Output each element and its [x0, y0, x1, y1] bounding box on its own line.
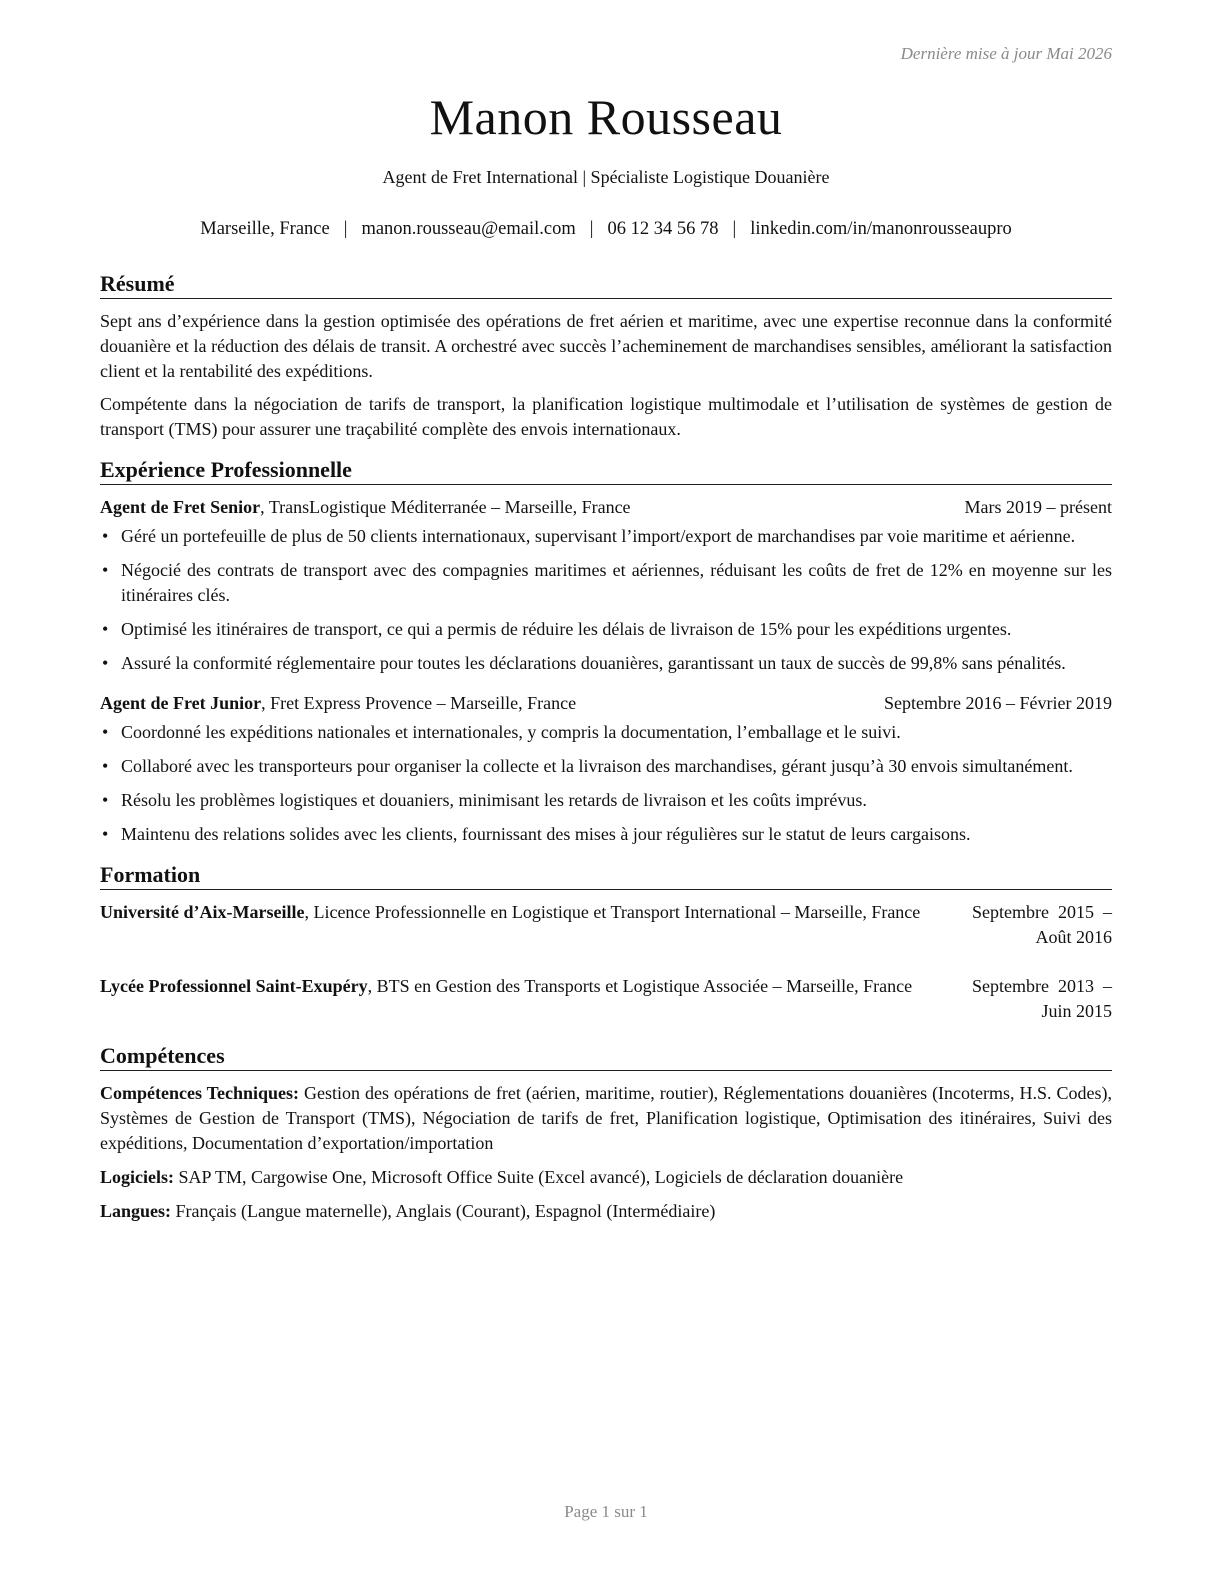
- contact-phone: 06 12 34 56 78: [607, 219, 719, 239]
- job-role: Agent de Fret Senior: [100, 497, 261, 517]
- education-detail: , Licence Professionnelle en Logistique et Transport International – Marseille, France: [304, 902, 921, 922]
- job-entry: [100, 495, 1112, 676]
- list-item: [100, 788, 1112, 813]
- contact-separator: |: [343, 219, 348, 239]
- bullet-icon: •: [102, 722, 109, 742]
- summary-paragraph: Compétente dans la négociation de tarifs de transport, la planification logistique multimodale et l’utilisation de systèmes de gestion de transport (TMS) pour assurer une traçabilité complète des envois internationaux.: [100, 394, 1112, 439]
- section-title-skills: Compétences: [100, 1042, 1112, 1071]
- skill-label: Compétences Techniques:: [100, 1083, 299, 1103]
- bullet-text: Optimisé les itinéraires de transport, ce qui a permis de réduire les délais de livraison de 15% pour les expéditions urgentes.: [121, 619, 1012, 639]
- skill-text: Français (Langue maternelle), Anglais (Courant), Espagnol (Intermédiaire): [171, 1201, 716, 1221]
- bullet-text: Coordonné les expéditions nationales et internationales, y compris la documentation, l’emballage et le suivi.: [121, 722, 901, 742]
- education-dates: Septembre 2015 – Août 2016: [972, 902, 1112, 947]
- bullet-icon: •: [102, 560, 109, 580]
- bullet-icon: •: [102, 824, 109, 844]
- contact-linkedin[interactable]: linkedin.com/in/manonrousseaupro: [750, 219, 1012, 239]
- education-dates: Septembre 2013 – Juin 2015: [972, 976, 1112, 1021]
- list-item: [100, 558, 1112, 608]
- job-bullets: [100, 720, 1112, 847]
- skill-group: [100, 1081, 1112, 1156]
- job-organization: , Fret Express Provence – Marseille, France: [261, 693, 577, 713]
- bullet-icon: •: [102, 653, 109, 673]
- bullet-text: Résolu les problèmes logistiques et douaniers, minimisant les retards de livraison et les coûts imprévus.: [121, 790, 867, 810]
- skill-text: Gestion des opérations de fret (aérien, maritime, routier), Réglementations douanières (Incoterms, H.S. Codes), Systèmes de Gestion de Transport (TMS), Négociation de tarifs de fret, Planification logistique, Optimisation des itinéraires, Suivi des expéditions, Documentation d’exportation/importation: [100, 1083, 1112, 1153]
- job-dates: Mars 2019 – présent: [964, 497, 1112, 517]
- contact-email[interactable]: manon.rousseau@email.com: [361, 219, 576, 239]
- bullet-text: Négocié des contrats de transport avec des compagnies maritimes et aériennes, réduisant les coûts de fret de 12% en moyenne sur les itinéraires clés.: [121, 560, 1112, 605]
- summary-paragraph: Sept ans d’expérience dans la gestion optimisée des opérations de fret aérien et maritime, avec une expertise reconnue dans la conformité douanière et la réduction des délais de transit. A orchestré avec succès l’acheminement de marchandises sensibles, améliorant la satisfaction client et la rentabilité des expéditions.: [100, 311, 1112, 381]
- resume-page: [100, 0, 1112, 1584]
- contact-location: Marseille, France: [200, 219, 330, 239]
- section-title-summary: Résumé: [100, 270, 1112, 299]
- list-item: [100, 720, 1112, 745]
- bullet-icon: •: [102, 756, 109, 776]
- bullet-text: Collaboré avec les transporteurs pour organiser la collecte et la livraison des marchandises, gérant jusqu’à 30 envois simultanément.: [121, 756, 1073, 776]
- job-dates: Septembre 2016 – Février 2019: [884, 693, 1112, 713]
- bullet-text: Géré un portefeuille de plus de 50 clients internationaux, supervisant l’import/export de marchandises par voie maritime et aérienne.: [121, 526, 1076, 546]
- job-header: [100, 691, 1112, 716]
- job-organization: , TransLogistique Méditerranée – Marseille, France: [260, 497, 631, 517]
- job-entry: [100, 691, 1112, 847]
- contact-separator: |: [589, 219, 594, 239]
- section-title-education: Formation: [100, 861, 1112, 890]
- job-header: [100, 495, 1112, 520]
- page-number: Page 1 sur 1: [564, 1502, 648, 1521]
- list-item: [100, 651, 1112, 676]
- list-item: [100, 617, 1112, 642]
- education-school: Lycée Professionnel Saint-Exupéry: [100, 976, 368, 996]
- skill-label: Langues:: [100, 1201, 172, 1221]
- job-role: Agent de Fret Junior: [100, 693, 262, 713]
- education-detail: , BTS en Gestion des Transports et Logistique Associée – Marseille, France: [367, 976, 913, 996]
- bullet-icon: •: [102, 619, 109, 639]
- candidate-name: Manon Rousseau: [429, 89, 783, 145]
- candidate-subtitle: Agent de Fret International | Spécialiste Logistique Douanière: [382, 167, 830, 187]
- last-updated: Dernière mise à jour Mai 2026: [900, 44, 1112, 63]
- skill-text: SAP TM, Cargowise One, Microsoft Office Suite (Excel avancé), Logiciels de déclaration douanière: [174, 1167, 904, 1187]
- education-school: Université d’Aix-Marseille: [100, 902, 305, 922]
- list-item: [100, 524, 1112, 549]
- section-title-experience: Expérience Professionnelle: [100, 456, 1112, 485]
- bullet-icon: •: [102, 526, 109, 546]
- contact-line: [100, 219, 1112, 240]
- bullet-icon: •: [102, 790, 109, 810]
- bullet-text: Assuré la conformité réglementaire pour toutes les déclarations douanières, garantissant un taux de succès de 99,8% sans pénalités.: [121, 653, 1066, 673]
- skill-label: Logiciels:: [100, 1167, 174, 1187]
- list-item: [100, 822, 1112, 847]
- bullet-text: Maintenu des relations solides avec les clients, fournissant des mises à jour régulières sur le statut de leurs cargaisons.: [121, 824, 971, 844]
- resume-content: [100, 270, 1112, 1233]
- job-bullets: [100, 524, 1112, 676]
- education-entry: [100, 900, 1112, 950]
- skill-group: [100, 1165, 1112, 1190]
- skill-group: [100, 1199, 1112, 1224]
- education-entry: [100, 974, 1112, 1024]
- list-item: [100, 754, 1112, 779]
- contact-separator: |: [732, 219, 737, 239]
